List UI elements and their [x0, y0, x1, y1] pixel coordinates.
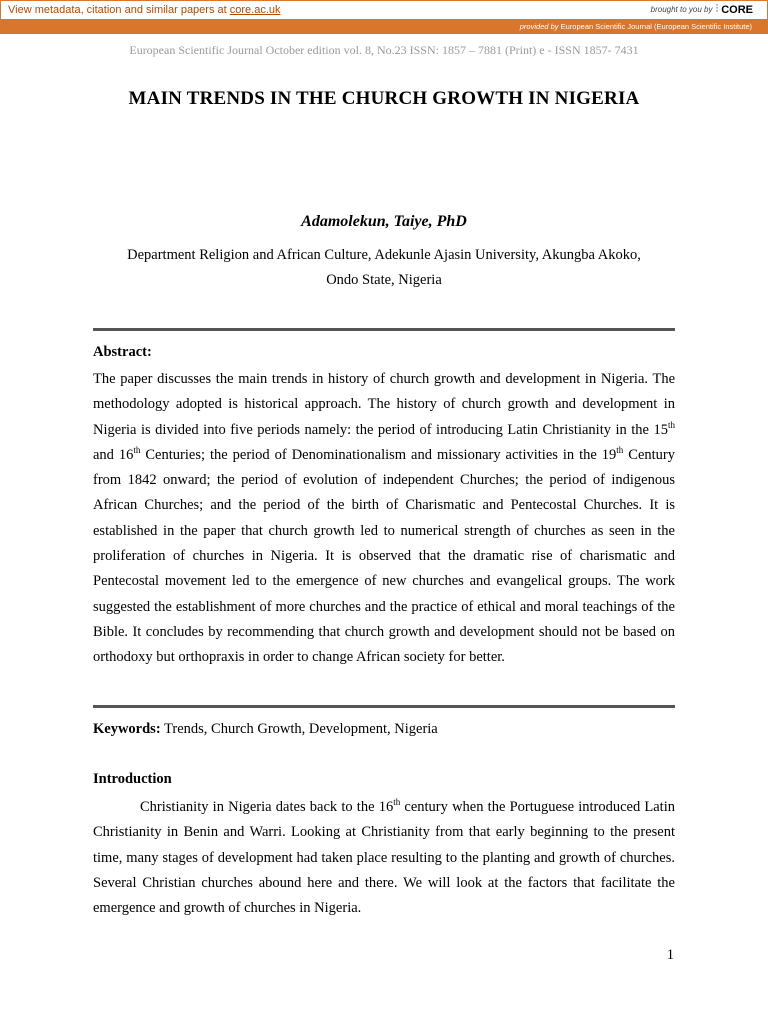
page-number: 1 [666, 947, 674, 963]
core-banner [0, 0, 768, 20]
abstract-sup-3: th [616, 445, 624, 456]
intro-text-1: Christianity in Nigeria dates back to the 16 [140, 799, 394, 815]
introduction-body [93, 795, 675, 921]
brought-to-you-text: brought to you by [650, 5, 713, 14]
keywords-value: Trends, Church Growth, Development, Nigeria [160, 721, 438, 737]
keywords [93, 721, 438, 738]
core-link-prefix: View metadata, citation and similar papers at [8, 4, 230, 16]
core-ac-uk-link[interactable]: core.ac.uk [229, 4, 281, 16]
affiliation [92, 243, 676, 293]
core-logo: CORE [721, 3, 753, 16]
abstract-sup-2: th [133, 445, 141, 456]
paper-title: MAIN TRENDS IN THE CHURCH GROWTH IN NIGERIA [128, 88, 640, 109]
abstract-sup-1: th [667, 419, 675, 430]
divider-bottom [93, 705, 675, 708]
provided-by-source: European Scientific Journal (European Scientific Institute) [560, 22, 752, 31]
core-swirl-icon: ⫶ [715, 3, 719, 15]
abstract-body [93, 367, 675, 671]
abstract-text-3: Centuries; the period of Denominationalism and missionary activities in the 19 [140, 446, 617, 463]
provided-by-bar [0, 20, 768, 34]
affiliation-line-1: Department Religion and African Culture, Adekunle Ajasin University, Akungba Akoko, [127, 247, 641, 263]
abstract-text-1: The paper discusses the main trends in history of church growth and development in Nigeria. The methodology adopted is historical approach. The history of church growth and development in Nigeria is divided into five periods namely: the period of introducing Latin Christianity in the 15 [93, 371, 675, 438]
author-name: Adamolekun, Taiye, PhD [301, 213, 467, 230]
divider-top [93, 328, 675, 331]
abstract-text-2: and 16 [93, 446, 134, 463]
abstract-text-4: Century from 1842 onward; the period of evolution of independent Churches; the period of indigenous African Churches; and the period of the birth of Charismatic and Pentecostal Churches. It is established in the paper that church growth led to numerical strength of churches as seen in the proliferation of churches in Nigeria. It is observed that the dramatic rise of charismatic and Pentecostal movement led to the emergence of new churches and evangelical groups. The work suggested the establishment of more churches and the practice of ethical and moral teachings of the Bible. It concludes by recommending that church growth and development should not be based on orthodoxy but orthopraxis in order to change African society for better. [93, 446, 675, 666]
abstract-heading: Abstract: [93, 344, 152, 360]
affiliation-line-2: Ondo State, Nigeria [326, 272, 442, 288]
keywords-label: Keywords: [93, 721, 161, 737]
introduction-heading: Introduction [93, 771, 172, 787]
provided-by-label: provided by [519, 22, 559, 31]
core-metadata-link[interactable] [8, 4, 281, 16]
intro-text-2: century when the Portuguese introduced Latin Christianity in Benin and Warri. Looking at Christianity from that early beginning to the present time, many stages of development had taken place resulting to the planting and growth of churches. Several Christian churches abound here and there. We will look at the factors that facilitate the emergence and growth of churches in Nigeria. [93, 799, 675, 917]
core-brand[interactable] [651, 3, 753, 16]
journal-header: European Scientific Journal October edition vol. 8, No.23 ISSN: 1857 – 7881 (Print) e - ISSN 1857- 7431 [129, 43, 639, 57]
intro-sup-1: th [393, 797, 401, 808]
provided-by-text[interactable] [520, 22, 752, 31]
